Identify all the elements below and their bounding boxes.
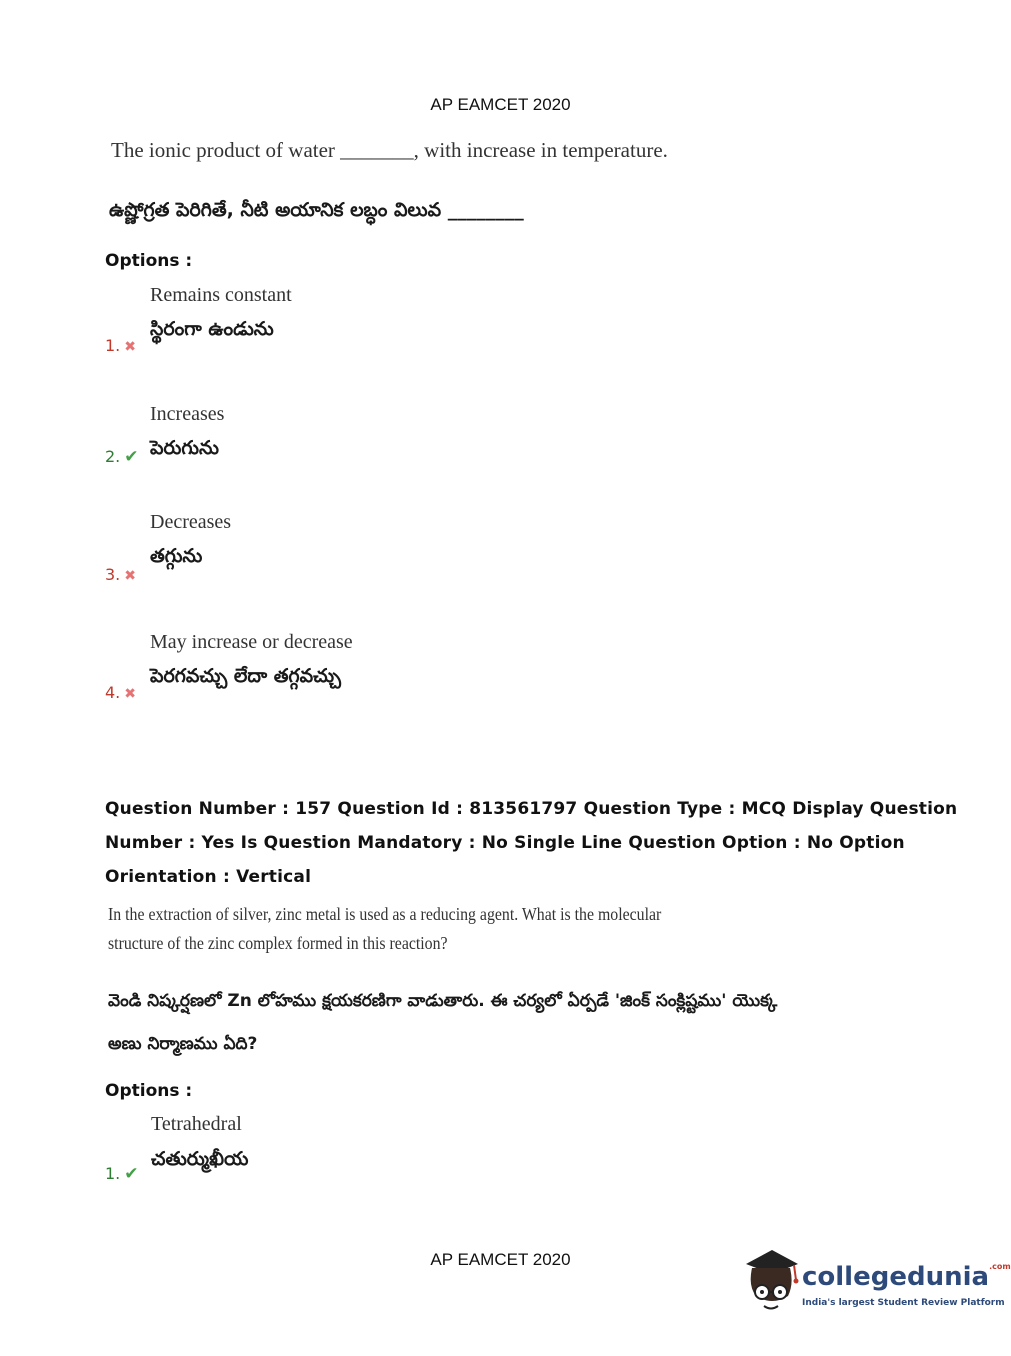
q1-option-4-en: May increase or decrease [150,631,353,653]
question-2-text-te-line-2: అణు నిర్మాణము ఏది? [108,1034,258,1054]
q2-option-1-number: 1. [105,1164,121,1183]
wrong-cross-icon: ✖ [124,339,136,355]
logo-tagline: India's largest Student Review Platform [802,1298,1005,1308]
q1-option-2-marker [105,447,139,467]
question-2-text-te-line-1: వెండి నిష్కర్షణలో Zn లోహము క్షయకరణిగా వాడుతారు. ఈ చర్యలో ఏర్పడే 'జింక్ సంక్లిష్టము' యొక్క [108,991,778,1011]
q1-option-3-te: తగ్గును [150,545,203,567]
q1-option-3-marker [105,565,136,584]
question-meta-line-1: Question Number : 157 Question Id : 813561797 Question Type : MCQ Display Question [105,799,958,819]
question-1-text-te: ఉష్ణోగ్రత పెరిగితే, నీటి అయానిక లబ్ధం విలువ ________ [109,199,524,221]
page-footer: AP EAMCET 2020 [430,1250,571,1269]
correct-check-icon: ✔ [124,447,139,467]
q1-option-4-te: పెరగవచ్చు లేదా తగ్గవచ్చు [150,665,341,687]
q1-option-3-en: Decreases [150,511,232,533]
collegedunia-logo [742,1248,1011,1320]
wrong-cross-icon: ✖ [124,568,136,584]
q1-option-2-number: 2. [105,447,121,466]
q1-option-1-en: Remains constant [150,284,292,306]
question-meta-line-2: Number : Yes Is Question Mandatory : No Single Line Question Option : No Option [105,833,905,853]
correct-check-icon: ✔ [124,1164,139,1184]
question-meta-line-3: Orientation : Vertical [105,867,312,887]
logo-wordmark [802,1262,1011,1292]
logo-name: collegedunia [802,1262,990,1292]
question-2-text-en-line-2: structure of the zinc complex formed in this reaction? [108,933,448,953]
q1-option-1-te: స్థిరంగా ఉండును [150,318,274,340]
q2-option-1-marker [105,1164,139,1184]
q1-option-4-marker [105,683,136,702]
q1-option-2-te: పెరుగును [150,437,219,459]
q2-option-1-te: చతుర్ముఖీయ [151,1148,249,1170]
logo-suffix: .com [989,1262,1011,1271]
page-header: AP EAMCET 2020 [430,95,571,114]
q1-option-1-number: 1. [105,336,121,355]
q2-option-1-en: Tetrahedral [151,1113,242,1135]
question-2-text-en-line-1: In the extraction of silver, zinc metal is used as a reducing agent. What is the molecular [108,904,662,924]
mascot-icon [742,1248,800,1318]
wrong-cross-icon: ✖ [124,686,136,702]
q1-option-4-number: 4. [105,683,121,702]
question-2-options-label: Options : [105,1081,193,1101]
q1-option-1-marker [105,336,136,355]
q1-option-3-number: 3. [105,565,121,584]
question-1-text-en: The ionic product of water _______, with increase in temperature. [111,138,668,162]
q1-option-2-en: Increases [150,403,225,425]
question-1-options-label: Options : [105,251,193,271]
